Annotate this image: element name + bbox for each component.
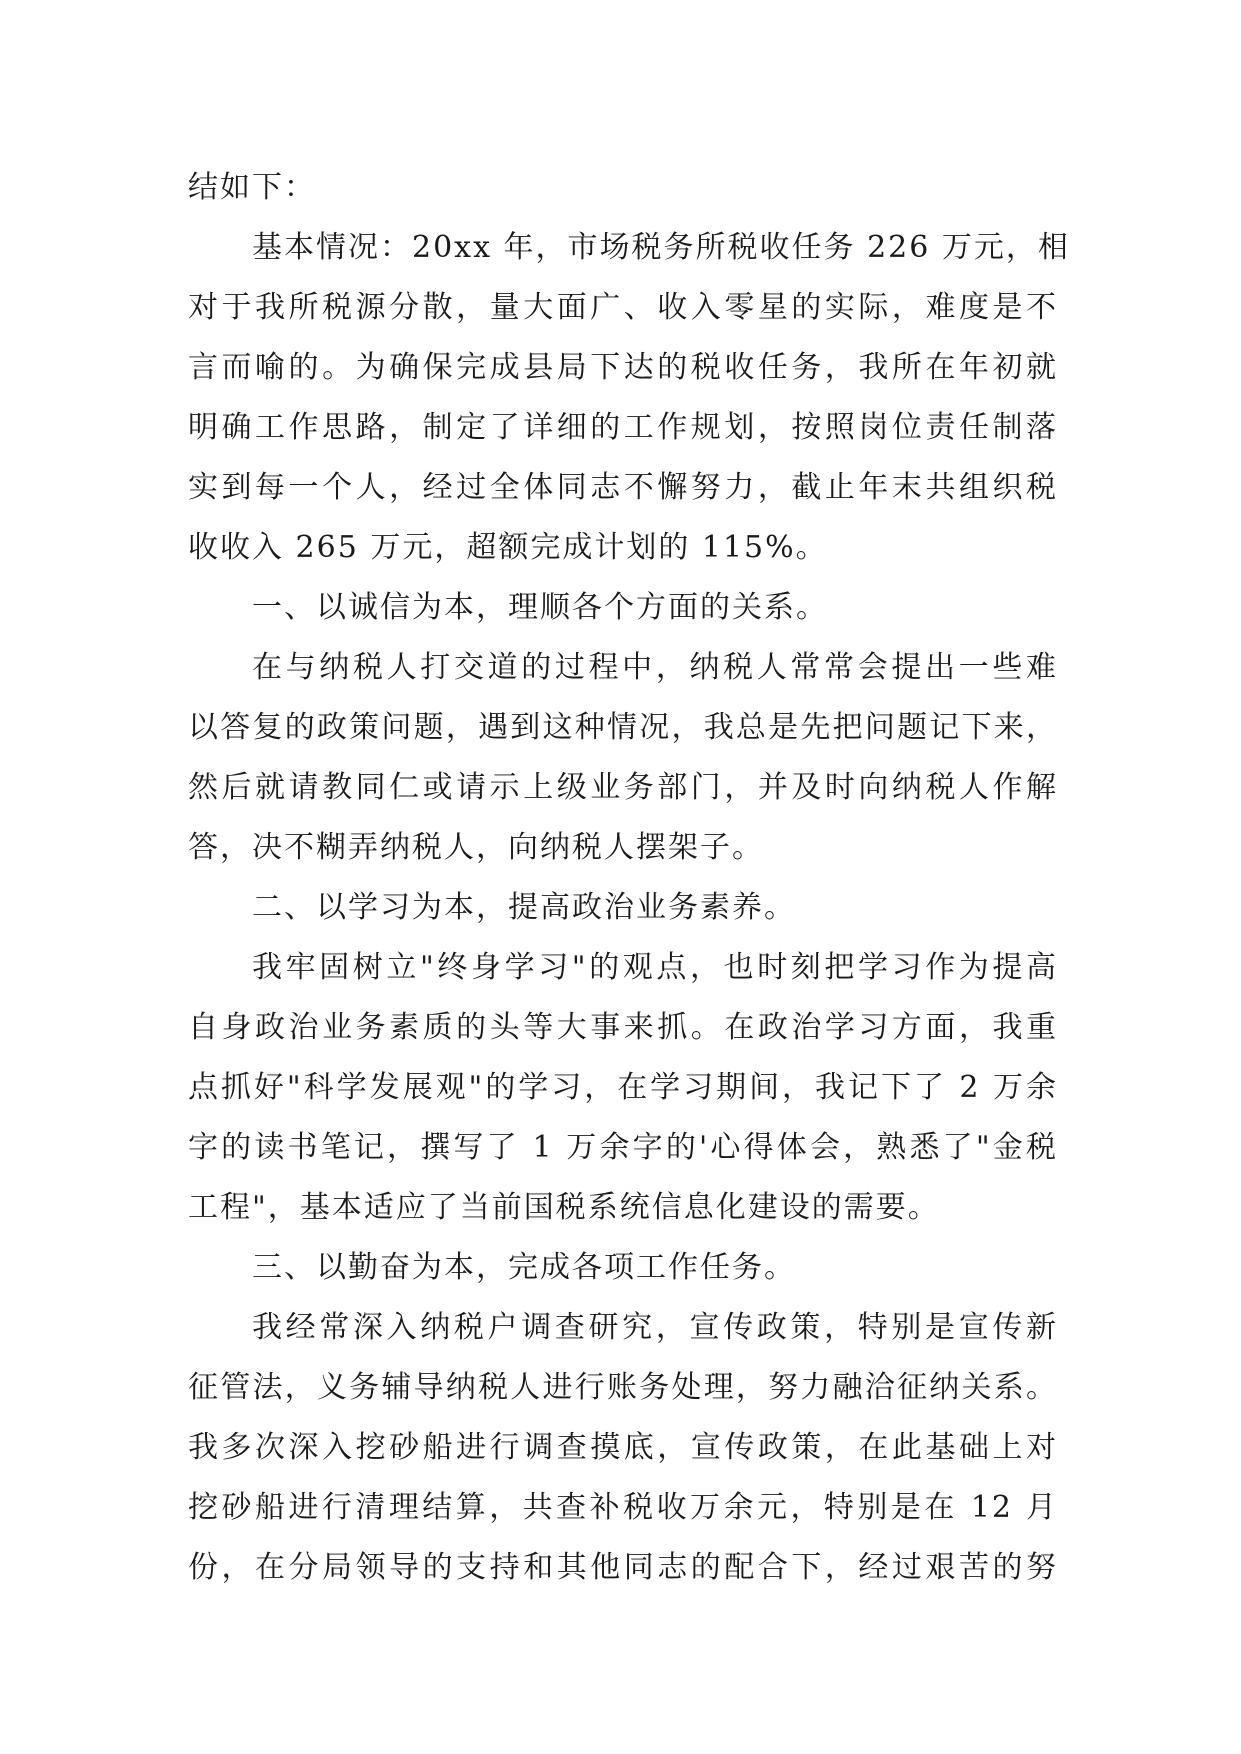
text-line: 答，决不糊弄纳税人，向纳税人摆架子。 [188, 830, 764, 865]
paragraph-start: 在与纳税人打交道的过程中，纳税人常常会提出一些难 [252, 650, 1058, 685]
section-heading-1: 一、以诚信为本，理顺各个方面的关系。 [252, 590, 828, 625]
paragraph-start: 我牢固树立"终身学习"的观点，也时刻把学习作为提高 [252, 950, 1058, 985]
paragraph-start: 我经常深入纳税户调查研究，宣传政策，特别是宣传新 [252, 1310, 1058, 1345]
paragraph-basic-situation-start: 基本情况：20xx 年，市场税务所税收任务 226 万元，相 [252, 230, 1070, 265]
document-body [188, 158, 1070, 1598]
text-line: 自身政治业务素质的头等大事来抓。在政治学习方面，我重 [188, 1010, 1058, 1045]
section-heading-2: 二、以学习为本，提高政治业务素养。 [252, 890, 796, 925]
text-line: 收收入 265 万元，超额完成计划的 115%。 [188, 530, 828, 565]
text-line: 我多次深入挖砂船进行调查摸底，宣传政策，在此基础上对 [188, 1430, 1058, 1465]
text-line: 言而喻的。为确保完成县局下达的税收任务，我所在年初就 [188, 350, 1058, 385]
text-line: 实到每一个人，经过全体同志不懈努力，截止年末共组织税 [188, 470, 1058, 505]
text-line: 挖砂船进行清理结算，共查补税收万余元，特别是在 12 月 [188, 1490, 1058, 1525]
text-line: 明确工作思路，制定了详细的工作规划，按照岗位责任制落 [188, 410, 1058, 445]
section-heading-3: 三、以勤奋为本，完成各项工作任务。 [252, 1250, 796, 1285]
text-line: 工程"，基本适应了当前国税系统信息化建设的需要。 [188, 1190, 940, 1225]
text-line: 份，在分局领导的支持和其他同志的配合下，经过艰苦的努 [188, 1550, 1058, 1585]
text-line: 以答复的政策问题，遇到这种情况，我总是先把问题记下来， [188, 710, 1058, 745]
text-line: 征管法，义务辅导纳税人进行账务处理，努力融洽征纳关系。 [188, 1370, 1058, 1405]
text-line: 然后就请教同仁或请示上级业务部门，并及时向纳税人作解 [188, 770, 1058, 805]
text-line: 字的读书笔记，撰写了 1 万余字的'心得体会，熟悉了"金税 [188, 1130, 1058, 1165]
text-line: 结如下： [188, 170, 316, 205]
text-line: 点抓好"科学发展观"的学习，在学习期间，我记下了 2 万余 [188, 1070, 1058, 1105]
text-line: 对于我所税源分散，量大面广、收入零星的实际，难度是不 [188, 290, 1058, 325]
